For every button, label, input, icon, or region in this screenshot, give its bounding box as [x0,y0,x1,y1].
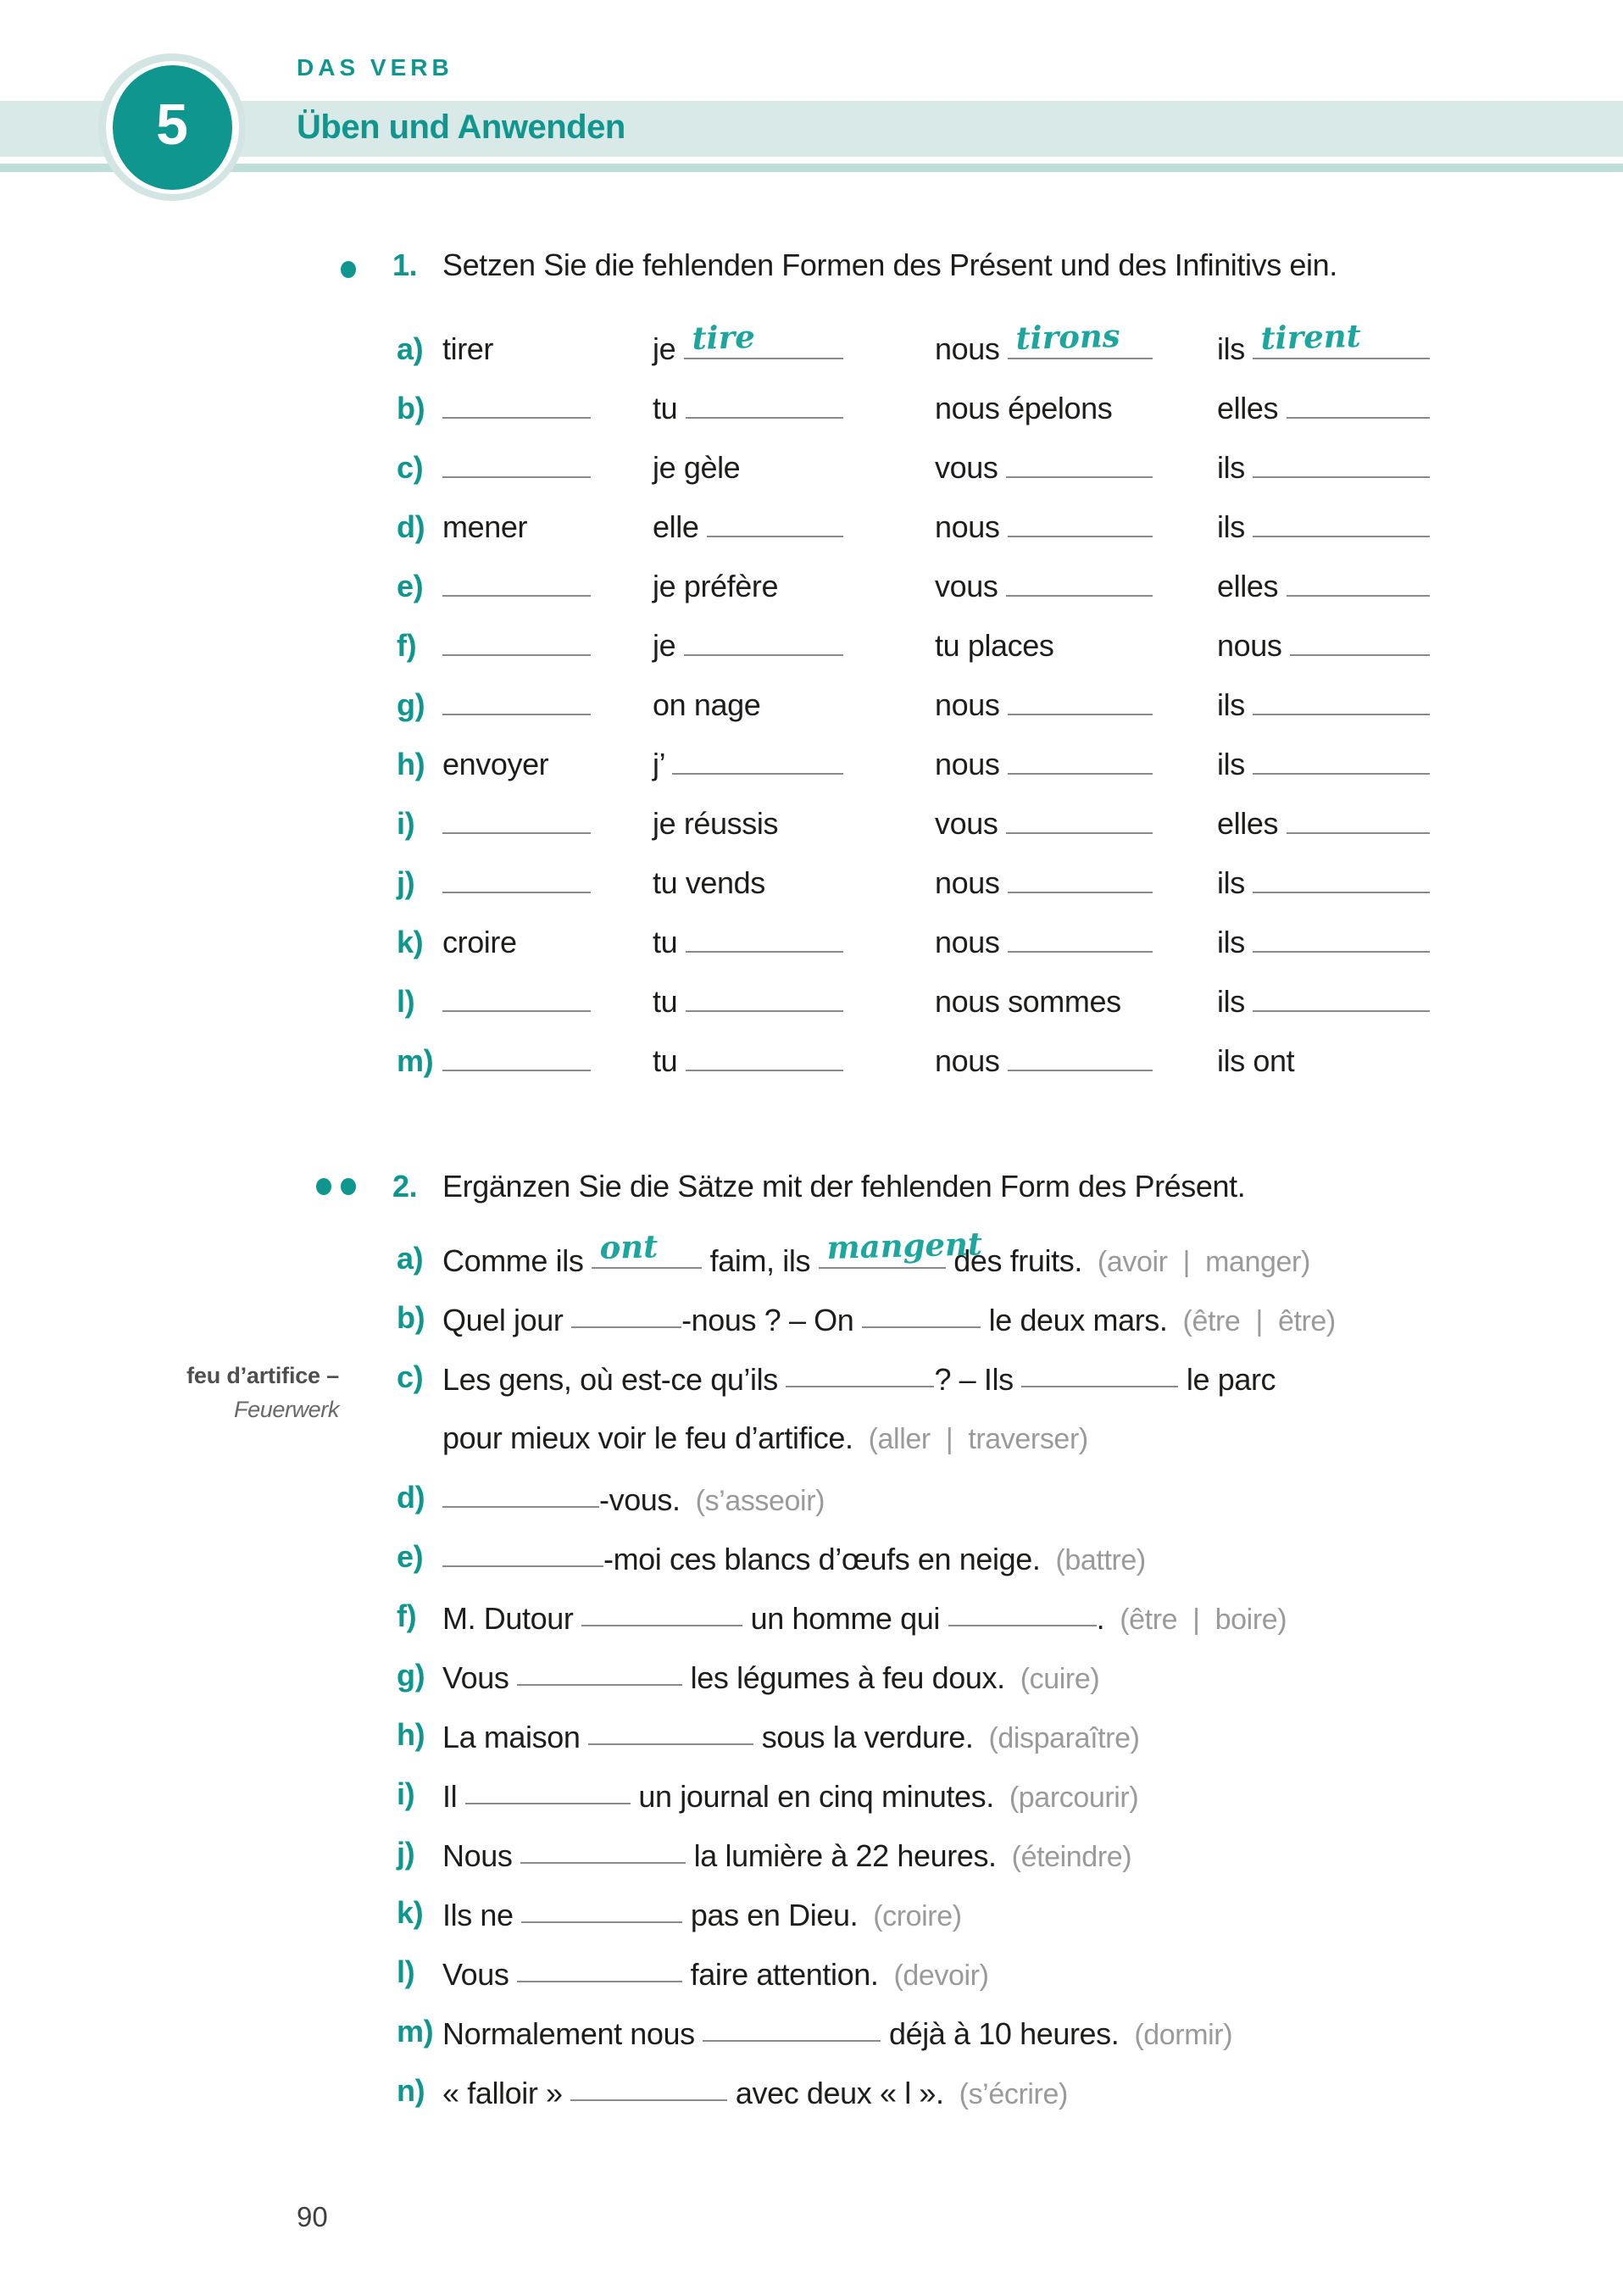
fill-in-blank [707,510,843,537]
sentence-line [442,1421,1088,1455]
verb-table-cell [442,1044,591,1078]
pronoun-text: ​ nous [935,865,1009,900]
fill-in-blank [442,570,591,597]
verb-table-cell [935,807,1153,841]
pronoun-text: ​ vous [935,569,1007,603]
fill-in-blank [442,1540,603,1567]
item-letter: f) [397,628,417,663]
verb-hint: (avoir | manger) [1097,1246,1310,1278]
sentence-text: pas en Dieu. [682,1898,859,1932]
handwritten-answer: tirons [1015,316,1121,357]
item-letter: e) [397,1539,424,1574]
item-letter: j) [397,1836,415,1871]
verb-table-cell [935,392,1153,425]
margin-note-translation: Feuerwerk [234,1397,339,1422]
fill-in-blank [1006,570,1153,597]
verb-hint: (battre) [1055,1544,1146,1576]
sentence-text: Vous [442,1660,518,1695]
verb-table-cell [653,629,843,663]
pronoun-text: ​ ils [1217,450,1253,485]
verb-table-cell [442,807,591,841]
item-letter: m) [397,2014,434,2049]
sentence-text: avec deux « l ». [727,2076,944,2110]
sentence-line [442,1360,1276,1397]
sentence-line [442,1540,1146,1574]
verb-table-cell [653,688,843,722]
verb-hint: (dormir) [1134,2019,1233,2051]
verb-table-cell [1217,866,1430,900]
sentence-line [442,2015,1232,2049]
sentence-text: -moi ces blancs d’œufs en neige. [603,1542,1041,1576]
verb-table-cell [653,510,843,544]
verb-form-text: ​ nous sommes [935,984,1121,1019]
pronoun-text: ​ ils [1217,747,1253,781]
fill-in-blank [948,1599,1097,1626]
sentence-text: Il [442,1779,465,1814]
fill-in-blank [442,451,591,478]
exercise2-number: 2. [392,1169,418,1204]
verb-table-cell [935,1044,1153,1078]
item-letter: l) [397,984,415,1019]
sentence-text: Normalement nous [442,2016,703,2051]
verb-table-cell [935,748,1153,781]
item-letter: a) [397,1241,424,1276]
pronoun-text: ​ elles [1217,391,1287,425]
fill-in-blank [686,926,843,953]
sentence-text: le deux mars. [981,1303,1168,1337]
fill-in-blank [571,1301,681,1328]
verb-table-cell [935,316,1153,366]
item-letter: n) [397,2073,425,2108]
sentence-text: un journal en cinq minutes. [630,1779,994,1814]
handwritten-answer: tirent [1260,316,1362,357]
fill-in-blank [672,748,843,775]
item-letter: g) [397,687,425,722]
verb-table-cell [442,392,591,425]
verb-table-cell [1217,316,1430,366]
verb-table-cell [1217,1044,1430,1078]
sentence-line [442,1659,1099,1693]
fill-in-blank [1021,1360,1178,1387]
fill-in-blank [1008,926,1153,953]
sentence-text: -vous. [599,1482,681,1517]
verb-form-text: ​ mener [442,509,528,544]
fill-in-blank [686,1044,843,1071]
exercise2-instruction: Ergänzen Sie die Sätze mit der fehlenden Form des Présent. [442,1169,1246,1204]
verb-table-cell [935,451,1153,485]
verb-table-cell [653,807,843,841]
fill-in-blank [442,1044,591,1071]
fill-in-blank [442,392,591,419]
verb-table-cell [1217,807,1430,841]
sentence-text: ? – Ils [934,1362,1022,1397]
sentence-text: Comme ils [442,1243,592,1278]
fill-in-blank [1008,688,1153,715]
item-letter: d) [397,509,425,544]
verb-table-cell [442,451,591,485]
verb-table-cell [1217,570,1430,603]
chapter-badge-ring [106,61,239,194]
verb-form-text: ​ je réussis [653,806,779,841]
verb-form-text: ​ envoyer [442,747,549,781]
sentence-text: Quel jour [442,1303,572,1337]
verb-table-cell [1217,392,1430,425]
fill-in-blank [520,1837,686,1864]
verb-table-cell [1217,985,1430,1019]
fill-in-blank [1287,570,1430,597]
pronoun-text: ​ ils [1217,865,1253,900]
verb-table-cell [653,1044,843,1078]
pronoun-text: ​ nous [935,1043,1009,1078]
sentence-text: un homme qui [742,1601,948,1636]
fill-in-blank [442,629,591,656]
verb-table-cell [442,926,591,959]
verb-table-cell [935,926,1153,959]
fill-in-blank [517,1955,682,1982]
fill-in-blank [684,629,843,656]
sentence-line [442,1599,1287,1636]
fill-in-blank [1253,748,1430,775]
fill-in-blank [581,1599,742,1626]
pronoun-text: ​ ils [1217,331,1253,366]
sentence-text: faire attention. [682,1957,879,1992]
fill-in-blank [1008,748,1153,775]
fill-in-blank [862,1301,981,1328]
sentence-text: M. Dutour [442,1601,582,1636]
pronoun-text: ​ nous [935,925,1009,959]
fill-in-blank [517,1659,682,1686]
item-letter: g) [397,1658,425,1693]
pronoun-text: ​ nous [1217,628,1291,663]
sentence-line [442,1777,1139,1814]
verb-form-text: ​ ils ont [1217,1043,1295,1078]
fill-in-blank [442,985,591,1012]
verb-hint: (parcourir) [1009,1782,1139,1814]
pronoun-text: ​ nous [935,509,1009,544]
fill-in-blank [1006,451,1153,478]
handwritten-answer: mangent [825,1225,983,1266]
pronoun-text: ​ tu [653,925,686,959]
verb-table-cell [442,629,591,663]
sentence-text: les légumes à feu doux. [682,1660,1005,1695]
verb-table-cell [653,926,843,959]
fill-in-blank [521,1896,682,1923]
fill-in-blank [588,1718,753,1745]
fill-in-blank [684,318,843,359]
pronoun-text: ​ tu [653,391,686,425]
verb-table-cell [1217,748,1430,781]
pronoun-text: ​ tu [653,1043,686,1078]
sentence-text: « falloir » [442,2076,571,2110]
fill-in-blank [1287,807,1430,834]
pronoun-text: ​ ils [1217,509,1253,544]
verb-form-text: ​ on nage [653,687,761,722]
verb-table-cell [1217,510,1430,544]
fill-in-blank [819,1225,983,1269]
chapter-badge [98,53,246,201]
pronoun-text: ​ ils [1217,984,1253,1019]
verb-hint: (s’asseoir) [695,1485,825,1517]
verb-hint: (être | boire) [1120,1604,1287,1636]
fill-in-blank [686,392,843,419]
fill-in-blank [442,807,591,834]
verb-table-cell [442,510,591,544]
sentence-text: -nous ? – On [681,1303,863,1337]
item-letter: c) [397,1359,424,1394]
verb-table-cell [653,748,843,781]
sentence-text: Vous [442,1957,518,1992]
exercise1-number: 1. [392,247,418,282]
verb-table-cell [653,392,843,425]
exercise2-difficulty-dots [254,1178,356,1195]
fill-in-blank [465,1777,631,1804]
pronoun-text: ​ elles [1217,806,1287,841]
item-letter: c) [397,450,424,485]
item-letter: i) [397,1776,415,1811]
verb-table-cell [935,510,1153,544]
chapter-number: 5 [113,65,232,190]
sentence-line [442,1718,1140,1752]
item-letter: b) [397,391,425,425]
fill-in-blank [1008,510,1153,537]
item-letter: m) [397,1043,434,1078]
verb-table-cell [653,985,843,1019]
verb-table-cell [935,570,1153,603]
verb-table-cell [1217,451,1430,485]
item-letter: a) [397,331,424,366]
verb-table-cell [935,688,1153,722]
fill-in-blank [1290,629,1430,656]
fill-in-blank [1253,926,1430,953]
pronoun-text: ​ elles [1217,569,1287,603]
sentence-text: Les gens, où est-ce qu’ils [442,1362,786,1397]
exercise1-instruction: Setzen Sie die fehlenden Formen des Présent und des Infinitivs ein. [442,247,1337,282]
verb-table-cell [1217,926,1430,959]
fill-in-blank [1253,866,1430,893]
verb-table-cell [1217,629,1430,663]
verb-table-cell [442,748,591,781]
sentence-text: faim, ils [702,1243,819,1278]
verb-form-text: ​ croire [442,925,517,959]
exercise1-difficulty-dots [254,261,356,278]
sentence-text: Nous [442,1838,521,1873]
fill-in-blank [442,688,591,715]
verb-table-cell [653,318,843,366]
pronoun-text: ​ ils [1217,687,1253,722]
sentence-text: pour mieux voir le feu d’artifice. [442,1420,853,1455]
verb-table-cell [935,629,1153,663]
fill-in-blank [786,1360,934,1387]
item-letter: k) [397,925,424,959]
sentence-line [442,2074,1068,2108]
verb-table-cell [653,451,843,485]
item-letter: k) [397,1895,424,1930]
sentence-text: des fruits. [945,1243,1082,1278]
difficulty-dot [316,1178,331,1195]
margin-note [108,1359,339,1426]
handwritten-answer: ont [598,1227,659,1266]
verb-table-cell [442,332,591,366]
verb-hint: (s’écrire) [959,2078,1068,2110]
pronoun-text: ​ elle [653,509,708,544]
fill-in-blank [1253,688,1430,715]
pronoun-text: ​ vous [935,450,1007,485]
fill-in-blank [1287,392,1430,419]
verb-form-text: ​ tirer [442,331,493,366]
verb-table-cell [653,866,843,900]
fill-in-blank [1253,451,1430,478]
item-letter: d) [397,1480,425,1515]
fill-in-blank [1006,807,1153,834]
handwritten-answer: tire [691,318,756,357]
item-letter: e) [397,569,424,603]
fill-in-blank [570,2074,727,2101]
verb-table-cell [935,866,1153,900]
sentence-text: Ils ne [442,1898,522,1932]
item-letter: l) [397,1954,415,1989]
page-title: Üben und Anwenden [297,108,625,146]
verb-hint: (éteindre) [1011,1841,1132,1873]
item-letter: j) [397,865,415,900]
verb-table-cell [935,985,1153,1019]
verb-hint: (cuire) [1020,1663,1100,1695]
sentence-line [442,1301,1336,1335]
verb-table-cell [653,570,843,603]
fill-in-blank [1253,985,1430,1012]
pronoun-text: ​ nous [935,331,1009,366]
verb-table-cell [442,688,591,722]
pronoun-text: ​ tu [653,984,686,1019]
difficulty-dot [341,261,356,278]
fill-in-blank [1253,510,1430,537]
verb-table-cell [442,866,591,900]
verb-form-text: ​ je gèle [653,450,741,485]
sentence-line [442,1481,825,1515]
sentence-line [442,1955,989,1992]
sentence-line [442,1837,1131,1871]
verb-hint: (aller | traverser) [868,1423,1088,1455]
item-letter: i) [397,806,415,841]
fill-in-blank [442,866,591,893]
verb-form-text: ​ je préfère [653,569,779,603]
sentence-text: la lumière à 22 heures. [686,1838,997,1873]
fill-in-blank [703,2015,881,2042]
fill-in-blank [592,1227,702,1269]
sentence-text: . [1096,1601,1105,1636]
item-letter: b) [397,1300,425,1335]
chapter-kicker: DAS VERB [297,54,453,81]
margin-note-term: feu d’artifice – [186,1363,339,1388]
verb-form-text: ​ tu vends [653,865,765,900]
verb-hint: (devoir) [893,1960,989,1992]
fill-in-blank [1008,866,1153,893]
verb-form-text: ​ nous épelons [935,391,1113,425]
sentence-line [442,1225,1310,1278]
pronoun-text: ​ nous [935,747,1009,781]
verb-form-text: ​ tu places [935,628,1054,663]
item-letter: f) [397,1598,417,1633]
verb-table-cell [442,570,591,603]
pronoun-text: ​ ils [1217,925,1253,959]
verb-table-cell [1217,688,1430,722]
fill-in-blank [1008,316,1153,359]
pronoun-text: ​ je [653,628,684,663]
page-number: 90 [297,2201,328,2232]
verb-hint: (être | être) [1182,1305,1336,1337]
pronoun-text: ​ je [653,331,684,366]
pronoun-text: ​ vous [935,806,1007,841]
fill-in-blank [686,985,843,1012]
verb-hint: (disparaître) [988,1722,1140,1754]
pronoun-text: ​ nous [935,687,1009,722]
sentence-text: le parc [1178,1362,1276,1397]
difficulty-dot [341,1178,356,1195]
sentence-line [442,1896,962,1930]
fill-in-blank [1253,316,1430,359]
item-letter: h) [397,1717,425,1752]
sentence-text: déjà à 10 heures. [881,2016,1120,2051]
item-letter: h) [397,747,425,781]
verb-table-cell [442,985,591,1019]
fill-in-blank [1008,1044,1153,1071]
header-band-thin [0,164,1623,172]
verb-hint: (croire) [873,1900,962,1932]
sentence-text: sous la verdure. [753,1720,974,1754]
sentence-text: La maison [442,1720,589,1754]
fill-in-blank [442,1481,599,1508]
pronoun-text: ​ j’ [653,747,673,781]
